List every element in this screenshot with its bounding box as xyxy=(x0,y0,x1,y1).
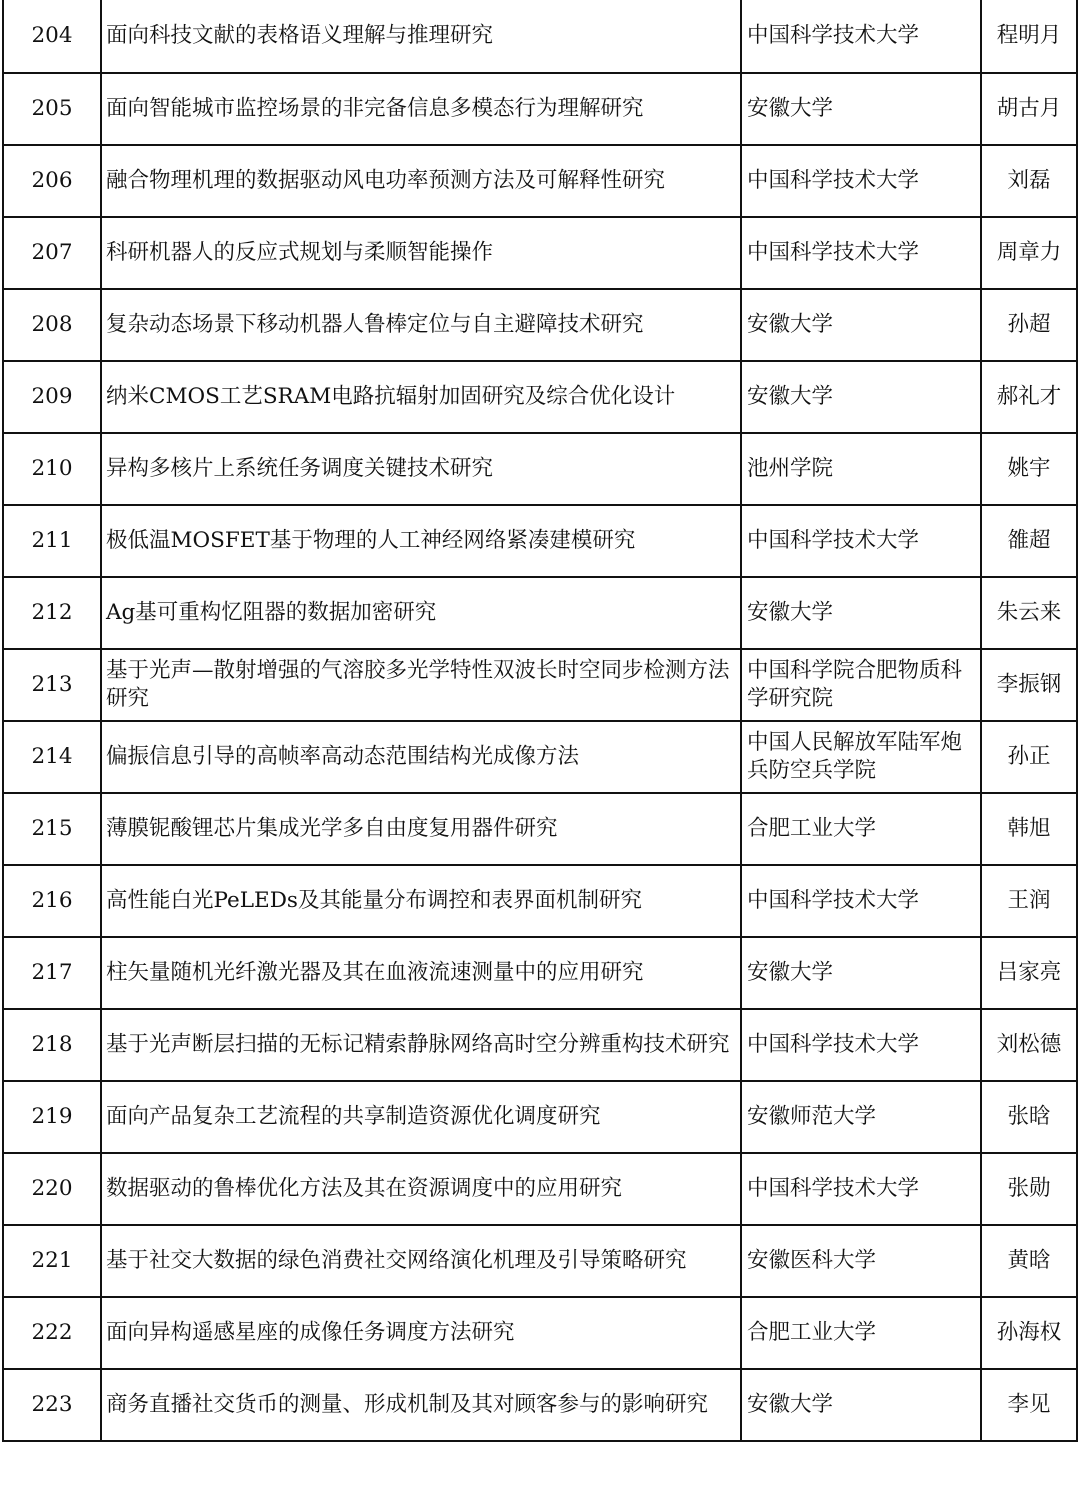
project-title-cell: 基于光声—散射增强的气溶胶多光学特性双波长时空同步检测方法研究 xyxy=(101,649,741,721)
institution-cell: 安徽大学 xyxy=(741,1369,981,1441)
project-number-cell: 207 xyxy=(3,217,101,289)
project-title-cell: 融合物理机理的数据驱动风电功率预测方法及可解释性研究 xyxy=(101,145,741,217)
table-row xyxy=(3,0,1077,73)
project-leader-cell: 韩旭 xyxy=(981,793,1077,865)
project-number-cell: 218 xyxy=(3,1009,101,1081)
institution-cell: 中国科学技术大学 xyxy=(741,0,981,73)
table-row xyxy=(3,1369,1077,1441)
table-row xyxy=(3,577,1077,649)
project-number-cell: 212 xyxy=(3,577,101,649)
project-title-cell: 面向产品复杂工艺流程的共享制造资源优化调度研究 xyxy=(101,1081,741,1153)
project-leader-cell: 李振钢 xyxy=(981,649,1077,721)
project-leader-cell: 刘松德 xyxy=(981,1009,1077,1081)
project-leader-cell: 郝礼才 xyxy=(981,361,1077,433)
project-number-cell: 215 xyxy=(3,793,101,865)
project-number-cell: 221 xyxy=(3,1225,101,1297)
table-row xyxy=(3,1153,1077,1225)
project-leader-cell: 孙超 xyxy=(981,289,1077,361)
table-row xyxy=(3,649,1077,721)
institution-cell: 安徽大学 xyxy=(741,577,981,649)
institution-cell: 安徽大学 xyxy=(741,289,981,361)
table-row xyxy=(3,145,1077,217)
institution-cell: 池州学院 xyxy=(741,433,981,505)
table-row xyxy=(3,793,1077,865)
project-leader-cell: 黄晗 xyxy=(981,1225,1077,1297)
institution-cell: 安徽医科大学 xyxy=(741,1225,981,1297)
project-title-cell: 极低温MOSFET基于物理的人工神经网络紧凑建模研究 xyxy=(101,505,741,577)
project-leader-cell: 孙海权 xyxy=(981,1297,1077,1369)
table-row xyxy=(3,1009,1077,1081)
project-title-cell: 纳米CMOS工艺SRAM电路抗辐射加固研究及综合优化设计 xyxy=(101,361,741,433)
project-leader-cell: 周章力 xyxy=(981,217,1077,289)
project-leader-cell: 雒超 xyxy=(981,505,1077,577)
project-number-cell: 208 xyxy=(3,289,101,361)
table-row xyxy=(3,865,1077,937)
institution-cell: 安徽大学 xyxy=(741,73,981,145)
project-number-cell: 222 xyxy=(3,1297,101,1369)
project-number-cell: 206 xyxy=(3,145,101,217)
project-title-cell: 面向科技文献的表格语义理解与推理研究 xyxy=(101,0,741,73)
project-leader-cell: 王润 xyxy=(981,865,1077,937)
table-row xyxy=(3,1081,1077,1153)
project-leader-cell: 张晗 xyxy=(981,1081,1077,1153)
institution-cell: 合肥工业大学 xyxy=(741,793,981,865)
table-row xyxy=(3,73,1077,145)
project-number-cell: 219 xyxy=(3,1081,101,1153)
project-leader-cell: 程明月 xyxy=(981,0,1077,73)
project-number-cell: 214 xyxy=(3,721,101,793)
project-number-cell: 220 xyxy=(3,1153,101,1225)
project-leader-cell: 胡古月 xyxy=(981,73,1077,145)
project-title-cell: Ag基可重构忆阻器的数据加密研究 xyxy=(101,577,741,649)
project-leader-cell: 张勋 xyxy=(981,1153,1077,1225)
project-number-cell: 213 xyxy=(3,649,101,721)
institution-cell: 安徽大学 xyxy=(741,937,981,1009)
project-title-cell: 薄膜铌酸锂芯片集成光学多自由度复用器件研究 xyxy=(101,793,741,865)
project-number-cell: 211 xyxy=(3,505,101,577)
project-title-cell: 商务直播社交货币的测量、形成机制及其对顾客参与的影响研究 xyxy=(101,1369,741,1441)
project-number-cell: 217 xyxy=(3,937,101,1009)
institution-cell: 中国科学技术大学 xyxy=(741,1153,981,1225)
project-table xyxy=(2,0,1078,1442)
project-title-cell: 面向异构遥感星座的成像任务调度方法研究 xyxy=(101,1297,741,1369)
institution-cell: 中国科学技术大学 xyxy=(741,865,981,937)
project-number-cell: 204 xyxy=(3,0,101,73)
institution-cell: 中国科学技术大学 xyxy=(741,217,981,289)
project-leader-cell: 朱云来 xyxy=(981,577,1077,649)
institution-cell: 安徽师范大学 xyxy=(741,1081,981,1153)
project-number-cell: 210 xyxy=(3,433,101,505)
project-title-cell: 面向智能城市监控场景的非完备信息多模态行为理解研究 xyxy=(101,73,741,145)
project-number-cell: 205 xyxy=(3,73,101,145)
project-title-cell: 高性能白光PeLEDs及其能量分布调控和表界面机制研究 xyxy=(101,865,741,937)
table-row xyxy=(3,433,1077,505)
project-leader-cell: 李见 xyxy=(981,1369,1077,1441)
table-row xyxy=(3,1225,1077,1297)
project-leader-cell: 姚宇 xyxy=(981,433,1077,505)
institution-cell: 中国科学技术大学 xyxy=(741,1009,981,1081)
project-title-cell: 基于社交大数据的绿色消费社交网络演化机理及引导策略研究 xyxy=(101,1225,741,1297)
project-title-cell: 异构多核片上系统任务调度关键技术研究 xyxy=(101,433,741,505)
institution-cell: 中国科学技术大学 xyxy=(741,505,981,577)
project-leader-cell: 孙正 xyxy=(981,721,1077,793)
project-title-cell: 数据驱动的鲁棒优化方法及其在资源调度中的应用研究 xyxy=(101,1153,741,1225)
table-row xyxy=(3,217,1077,289)
table-row xyxy=(3,361,1077,433)
project-number-cell: 209 xyxy=(3,361,101,433)
project-title-cell: 复杂动态场景下移动机器人鲁棒定位与自主避障技术研究 xyxy=(101,289,741,361)
project-table-body xyxy=(3,0,1077,1441)
table-row xyxy=(3,505,1077,577)
project-title-cell: 基于光声断层扫描的无标记精索静脉网络高时空分辨重构技术研究 xyxy=(101,1009,741,1081)
table-row xyxy=(3,289,1077,361)
project-leader-cell: 吕家亮 xyxy=(981,937,1077,1009)
table-row xyxy=(3,721,1077,793)
institution-cell: 中国科学技术大学 xyxy=(741,145,981,217)
table-row xyxy=(3,937,1077,1009)
table-row xyxy=(3,1297,1077,1369)
institution-cell: 合肥工业大学 xyxy=(741,1297,981,1369)
project-title-cell: 科研机器人的反应式规划与柔顺智能操作 xyxy=(101,217,741,289)
project-number-cell: 216 xyxy=(3,865,101,937)
project-title-cell: 偏振信息引导的高帧率高动态范围结构光成像方法 xyxy=(101,721,741,793)
institution-cell: 安徽大学 xyxy=(741,361,981,433)
institution-cell: 中国科学院合肥物质科学研究院 xyxy=(741,649,981,721)
project-number-cell: 223 xyxy=(3,1369,101,1441)
project-leader-cell: 刘磊 xyxy=(981,145,1077,217)
institution-cell: 中国人民解放军陆军炮兵防空兵学院 xyxy=(741,721,981,793)
project-title-cell: 柱矢量随机光纤激光器及其在血液流速测量中的应用研究 xyxy=(101,937,741,1009)
